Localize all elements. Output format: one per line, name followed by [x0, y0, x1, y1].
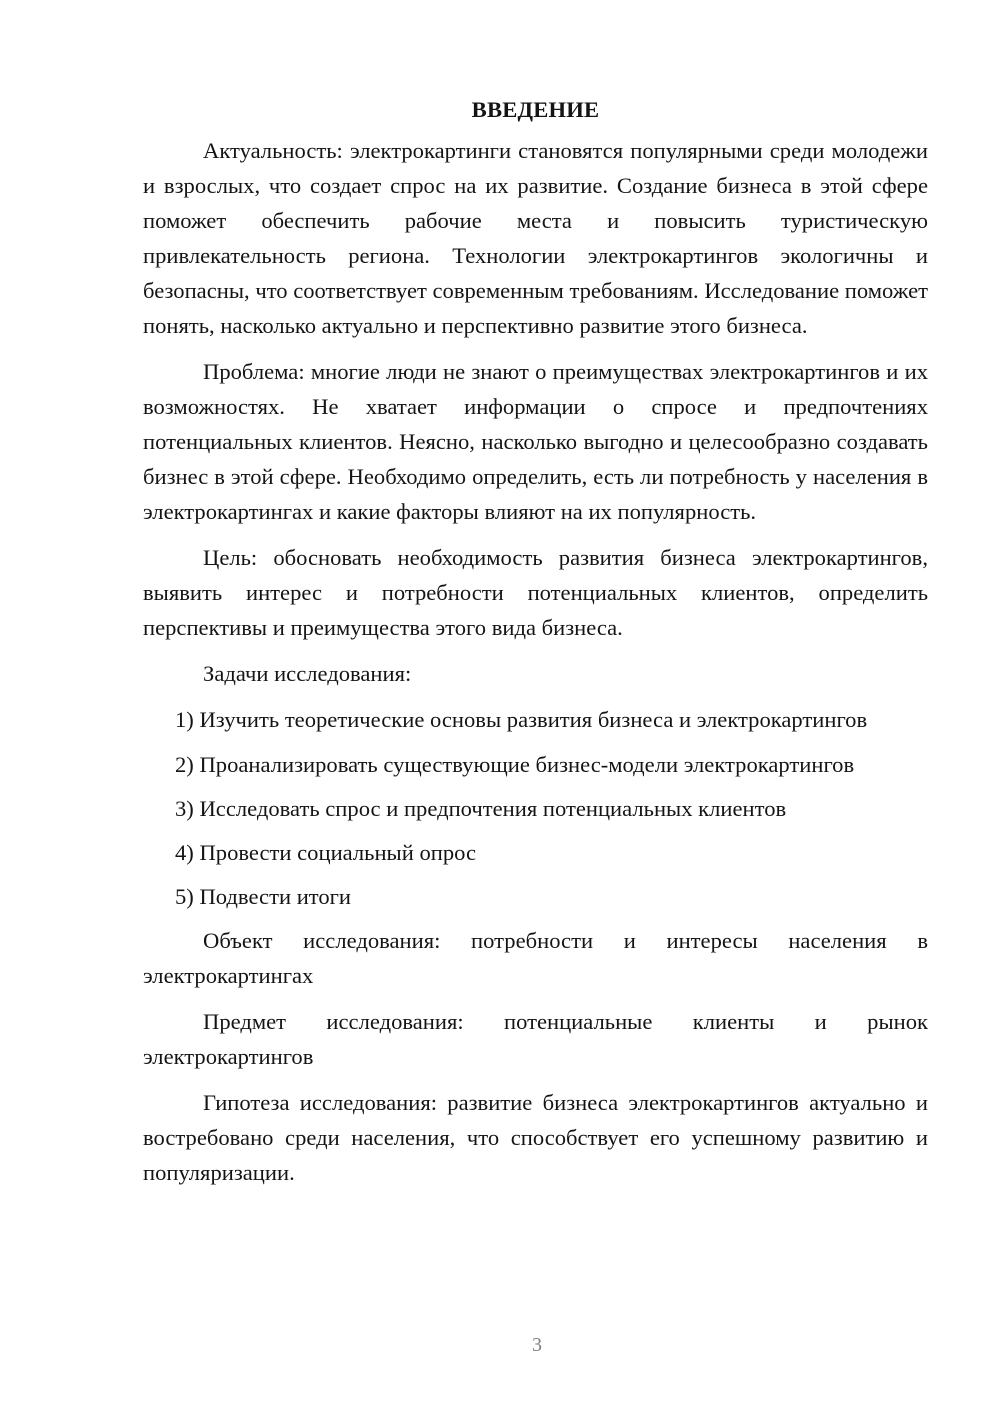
- subject-paragraph: Предмет исследования: потенциальные клиенты и рынок электрокартингов: [143, 1009, 928, 1069]
- task-item: 2) Проанализировать существующие бизнес-модели электрокартингов: [175, 752, 855, 777]
- document-body: [143, 92, 928, 1201]
- tasks-heading: Задачи исследования:: [203, 661, 412, 686]
- task-item: 3) Исследовать спрос и предпочтения потенциальных клиентов: [175, 796, 787, 821]
- task-item: 1) Изучить теоретические основы развития бизнеса и электрокартингов: [175, 707, 868, 732]
- problem-paragraph: Проблема: многие люди не знают о преимуществах электрокартингов и их возможностях. Не хватает информации о спросе и предпочтениях потенциальных клиентов. Неясно, насколько выгодно и целесообразно создавать бизнес в этой сфере. Необходимо определить, есть ли потребность у населения в электрокартингах и какие факторы влияют на их популярность.: [143, 359, 928, 524]
- page-number: 3: [532, 1334, 542, 1356]
- task-item: 5) Подвести итоги: [175, 884, 352, 909]
- object-paragraph: Объект исследования: потребности и интересы населения в электрокартингах: [143, 928, 928, 988]
- hypothesis-paragraph: Гипотеза исследования: развитие бизнеса электрокартингов актуально и востребовано среди населения, что способствует его успешному развитию и популяризации.: [143, 1090, 928, 1185]
- relevance-paragraph: Актуальность: электрокартинги становятся популярными среди молодежи и взрослых, что создает спрос на их развитие. Создание бизнеса в этой сфере поможет обеспечить рабочие места и повысить туристическую привлекательность региона. Технологии электрокартингов экологичны и безопасны, что соответствует современным требованиям. Исследование поможет понять, насколько актуально и перспективно развитие этого бизнеса.: [143, 138, 928, 338]
- section-title: ВВЕДЕНИЕ: [471, 97, 600, 122]
- goal-paragraph: Цель: обосновать необходимость развития бизнеса электрокартингов, выявить интерес и потребности потенциальных клиентов, определить перспективы и преимущества этого вида бизнеса.: [143, 545, 928, 640]
- task-item: 4) Провести социальный опрос: [175, 840, 477, 865]
